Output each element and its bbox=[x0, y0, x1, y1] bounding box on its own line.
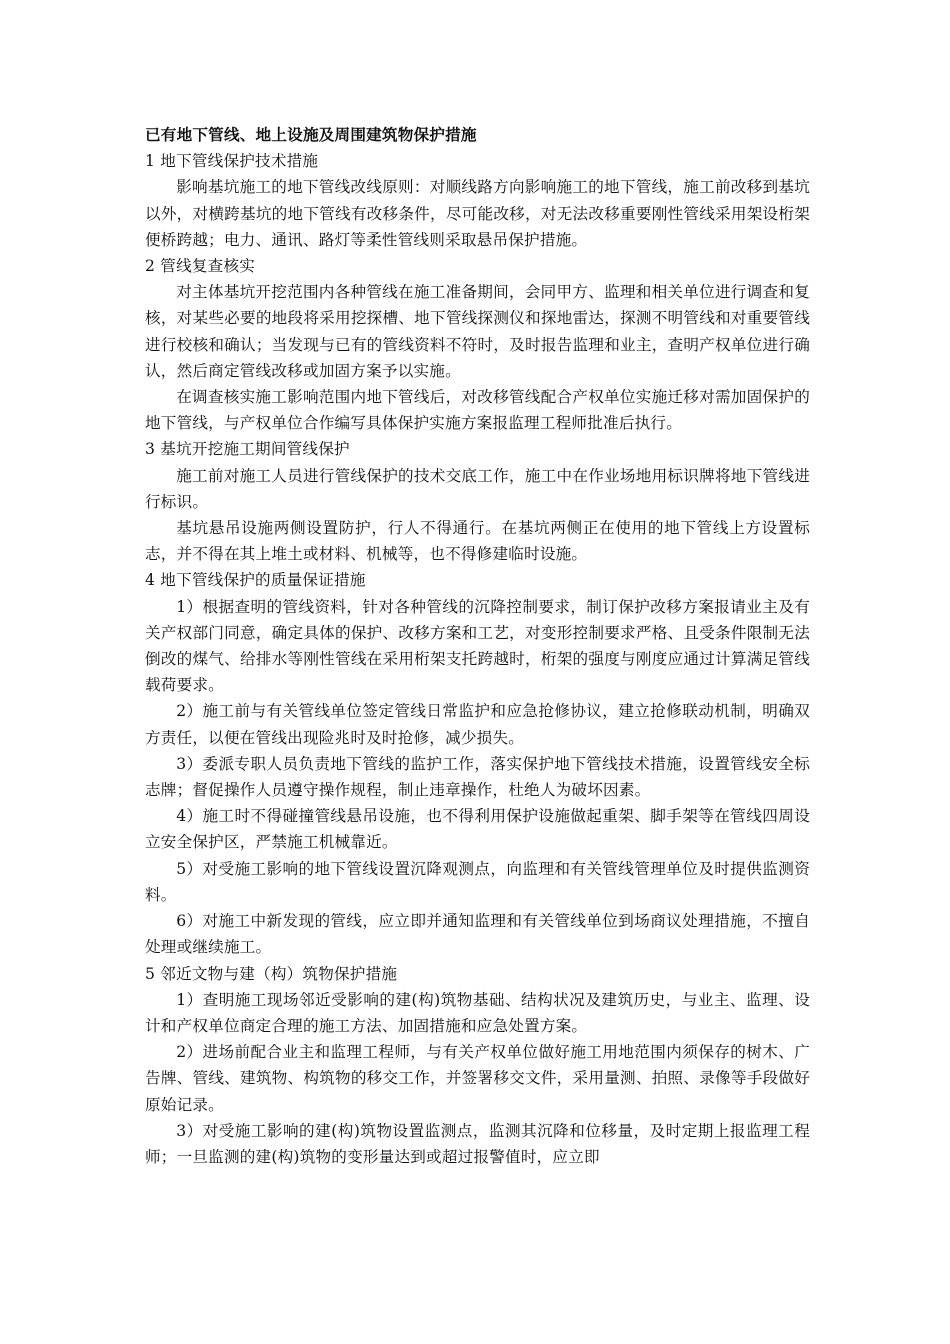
section-heading: 2 管线复查核实 bbox=[145, 257, 256, 276]
paragraph: 影响基坑施工的地下管线改线原则：对顺线路方向影响施工的地下管线，施工前改移到基坑以外，对横跨基坑的地下管线有改移条件，尽可能改移，对无法改移重要刚性管线采用架设桁架便桥跨越；电力、通讯、路灯等柔性管线则采取悬吊保护措施。 bbox=[145, 178, 810, 249]
section-heading: 3 基坑开挖施工期间管线保护 bbox=[145, 440, 350, 459]
paragraph: 3）委派专职人员负责地下管线的监护工作，落实保护地下管线技术措施，设置管线安全标志牌；督促操作人员遵守操作规程，制止违章操作，杜绝人为破坏因素。 bbox=[145, 754, 810, 800]
paragraph: 施工前对施工人员进行管线保护的技术交底工作，施工中在作业场地用标识牌将地下管线进行标识。 bbox=[145, 466, 810, 511]
document-title: 已有地下管线、地上设施及周围建筑物保护措施 bbox=[145, 125, 477, 144]
paragraph: 2）进场前配合业主和监理工程师，与有关产权单位做好施工用地范围内须保存的树木、广告牌、管线、建筑物、构筑物的移交工作，并签署移交文件，采用量测、拍照、录像等手段做好原始记录。 bbox=[145, 1043, 810, 1114]
paragraph: 1）根据查明的管线资料，针对各种管线的沉降控制要求，制订保护改移方案报请业主及有关产权部门同意，确定具体的保护、改移方案和工艺，对变形控制要求严格、且受条件限制无法倒改的煤气、给排水等刚性管线在采用桁架支托跨越时，桁架的强度与刚度应通过计算满足管线载荷要求。 bbox=[145, 597, 810, 695]
paragraph: 6）对施工中新发现的管线，应立即并通知监理和有关管线单位到场商议处理措施，不擅自处理或继续施工。 bbox=[145, 912, 810, 957]
paragraph: 4）施工时不得碰撞管线悬吊设施，也不得利用保护设施做起重架、脚手架等在管线四周设立安全保护区，严禁施工机械靠近。 bbox=[145, 807, 810, 852]
paragraph: 3）对受施工影响的建(构)筑物设置监测点，监测其沉降和位移量，及时定期上报监理工程师；一旦监测的建(构)筑物的变形量达到或超过报警值时，应立即 bbox=[145, 1121, 810, 1166]
paragraph: 2）施工前与有关管线单位签定管线日常监护和应急抢修协议，建立抢修联动机制，明确双方责任，以便在管线出现险兆时及时抢修，减少损失。 bbox=[145, 702, 810, 747]
section-heading: 5 邻近文物与建（构）筑物保护措施 bbox=[145, 964, 398, 983]
paragraph: 在调查核实施工影响范围内地下管线后，对改移管线配合产权单位实施迁移对需加固保护的地下管线，与产权单位合作编写具体保护实施方案报监理工程师批准后执行。 bbox=[145, 388, 810, 433]
document-page bbox=[145, 122, 810, 1170]
paragraph: 5）对受施工影响的地下管线设置沉降观测点，向监理和有关管线管理单位及时提供监测资料。 bbox=[145, 859, 810, 904]
section-heading: 1 地下管线保护技术措施 bbox=[145, 152, 319, 171]
section-5 bbox=[145, 961, 810, 1171]
paragraph: 对主体基坑开挖范围内各种管线在施工准备期间，会同甲方、监理和相关单位进行调查和复核，对某些必要的地段将采用挖探槽、地下管线探测仪和探地雷达，探测不明管线和对重要管线进行校核和确认；当发现与已有的管线资料不符时，及时报告监理和业主，查明产权单位进行确认，然后商定管线改移或加固方案予以实施。 bbox=[145, 283, 810, 380]
section-2 bbox=[145, 253, 810, 436]
section-heading: 4 地下管线保护的质量保证措施 bbox=[145, 571, 366, 590]
section-4 bbox=[145, 567, 810, 960]
paragraph: 基坑悬吊设施两侧设置防护，行人不得通行。在基坑两侧正在使用的地下管线上方设置标志，并不得在其上堆土或材料、机械等，也不得修建临时设施。 bbox=[145, 519, 810, 564]
paragraph: 1）查明施工现场邻近受影响的建(构)筑物基础、结构状况及建筑历史，与业主、监理、设计和产权单位商定合理的施工方法、加固措施和应急处置方案。 bbox=[145, 990, 810, 1035]
section-3 bbox=[145, 436, 810, 567]
section-1 bbox=[145, 148, 810, 253]
